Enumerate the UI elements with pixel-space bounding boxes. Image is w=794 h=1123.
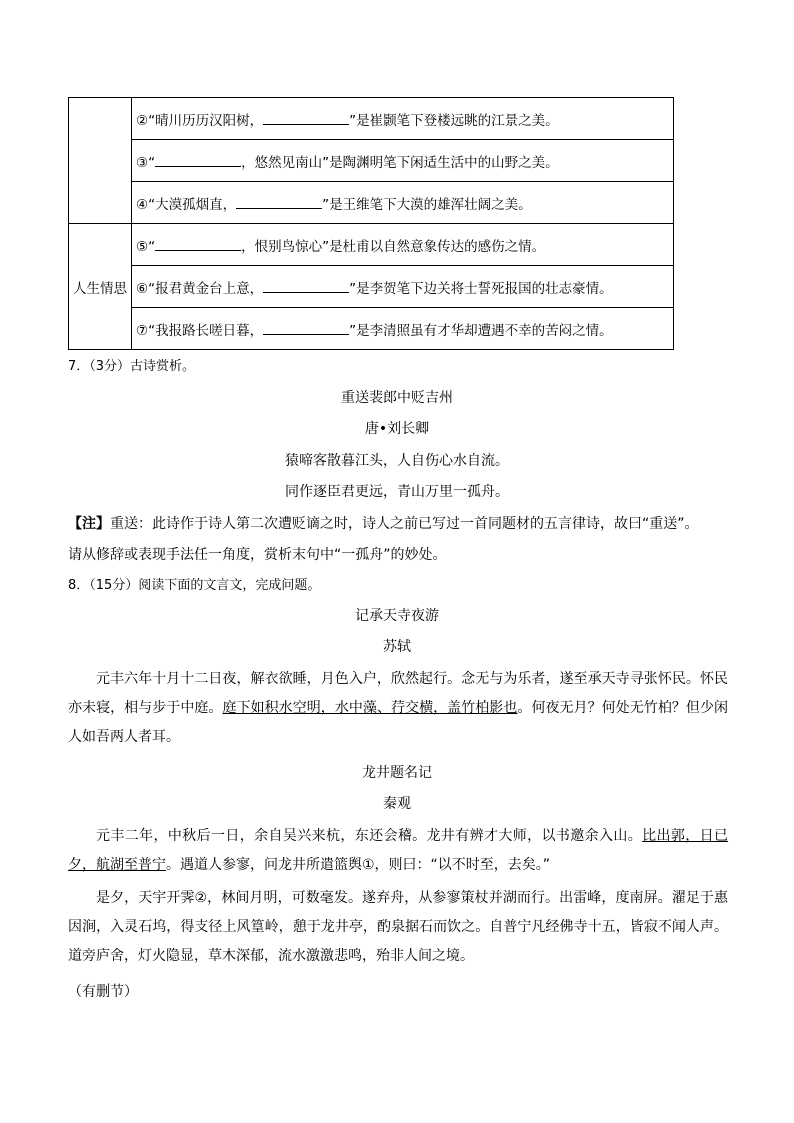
table-row (69, 266, 674, 308)
poem-note: 【注】重送：此诗作于诗人第二次遭贬谪之时，诗人之前已写过一首同题材的五言律诗，故曰“重送”。 (68, 516, 699, 532)
abridged-note: （有删节） (68, 984, 138, 1000)
underlined-sentence: 庭下如积水空明，水中藻、荇交横，盖竹柏影也 (222, 700, 518, 716)
table-cell: ⑦“我报路长嗟日暮， ”是李清照虽有才华却遭遇不幸的苦闷之情。 (132, 308, 674, 350)
poetry-table (68, 97, 674, 350)
underlined-sentence: 比出郭，日已夕，航湖至普宁 (68, 828, 729, 873)
q7-header: 7．（3分）古诗赏析。 (68, 359, 196, 374)
text2-paragraph-2: 是夕，天宇开霁②，林间月明，可数毫发。遂弃舟，从参寥策杖并湖而行。出雷峰，度南屏。濯足于惠因涧，入灵石坞，得支径上风篁岭，憩于龙井亭，酌泉据石而饮之。自普宁凡经佛寺十五，皆寂不闻人声。道旁庐舍，灯火隐显，草木深郁，流水激激悲鸣，殆非人间之境。 (68, 890, 728, 964)
category-cell-top (69, 98, 132, 224)
table-row (69, 140, 674, 182)
poem-line-1: 猿啼客散暮江头，人自伤心水自流。 (285, 453, 509, 469)
poem-line-2: 同作逐臣君更远，青山万里一孤舟。 (285, 484, 509, 500)
text2-title: 龙井题名记 (362, 765, 432, 781)
table-row (69, 182, 674, 224)
table-row (69, 98, 674, 140)
text2-paragraph-1: 元丰二年，中秋后一日，余自吴兴来杭，东还会稽。龙井有辨才大师，以书邀余入山。比出郭，日已夕，航湖至普宁。遇道人参寥，问龙井所遣篮舆①，则曰：“以不时至，去矣。” (68, 828, 729, 873)
q7-question: 请从修辞或表现手法任一角度，赏析末句中“一孤舟”的妙处。 (68, 547, 447, 563)
text1-paragraph: 元丰六年十月十二日夜，解衣欲睡，月色入户，欣然起行。念无与为乐者，遂至承天寺寻张怀民。怀民亦未寝，相与步于中庭。庭下如积水空明，水中藻、荇交横，盖竹柏影也。何夜无月？何处无竹柏？但少闲人如吾两人者耳。 (68, 671, 729, 745)
table-row (69, 308, 674, 350)
answer-blank[interactable] (263, 278, 349, 293)
q8-header: 8．（15分）阅读下面的文言文，完成问题。 (68, 578, 321, 593)
poem-author: 唐•刘长卿 (364, 421, 430, 437)
answer-blank[interactable] (155, 152, 241, 167)
text1-title: 记承天寺夜游 (355, 608, 439, 624)
table-cell: ⑤“ ，恨别鸟惊心”是杜甫以自然意象传达的感伤之情。 (132, 224, 674, 266)
table-row (69, 224, 674, 266)
answer-blank[interactable] (263, 110, 349, 125)
poem-title: 重送裴郎中贬吉州 (341, 390, 453, 406)
text2-author: 秦观 (383, 796, 411, 812)
text1-author: 苏轼 (383, 639, 411, 655)
table-cell: ②“晴川历历汉阳树， ”是崔颢笔下登楼远眺的江景之美。 (132, 98, 674, 140)
answer-blank[interactable] (236, 194, 322, 209)
answer-blank[interactable] (263, 320, 349, 335)
table-cell: ③“ ，悠然见南山”是陶渊明笔下闲适生活中的山野之美。 (132, 140, 674, 182)
category-cell-life: 人生情思 (69, 224, 132, 350)
table-cell: ⑥“报君黄金台上意， ”是李贺笔下边关将士誓死报国的壮志豪情。 (132, 266, 674, 308)
answer-blank[interactable] (155, 236, 241, 251)
table-cell: ④“大漠孤烟直， ”是王维笔下大漠的雄浑壮阔之美。 (132, 182, 674, 224)
